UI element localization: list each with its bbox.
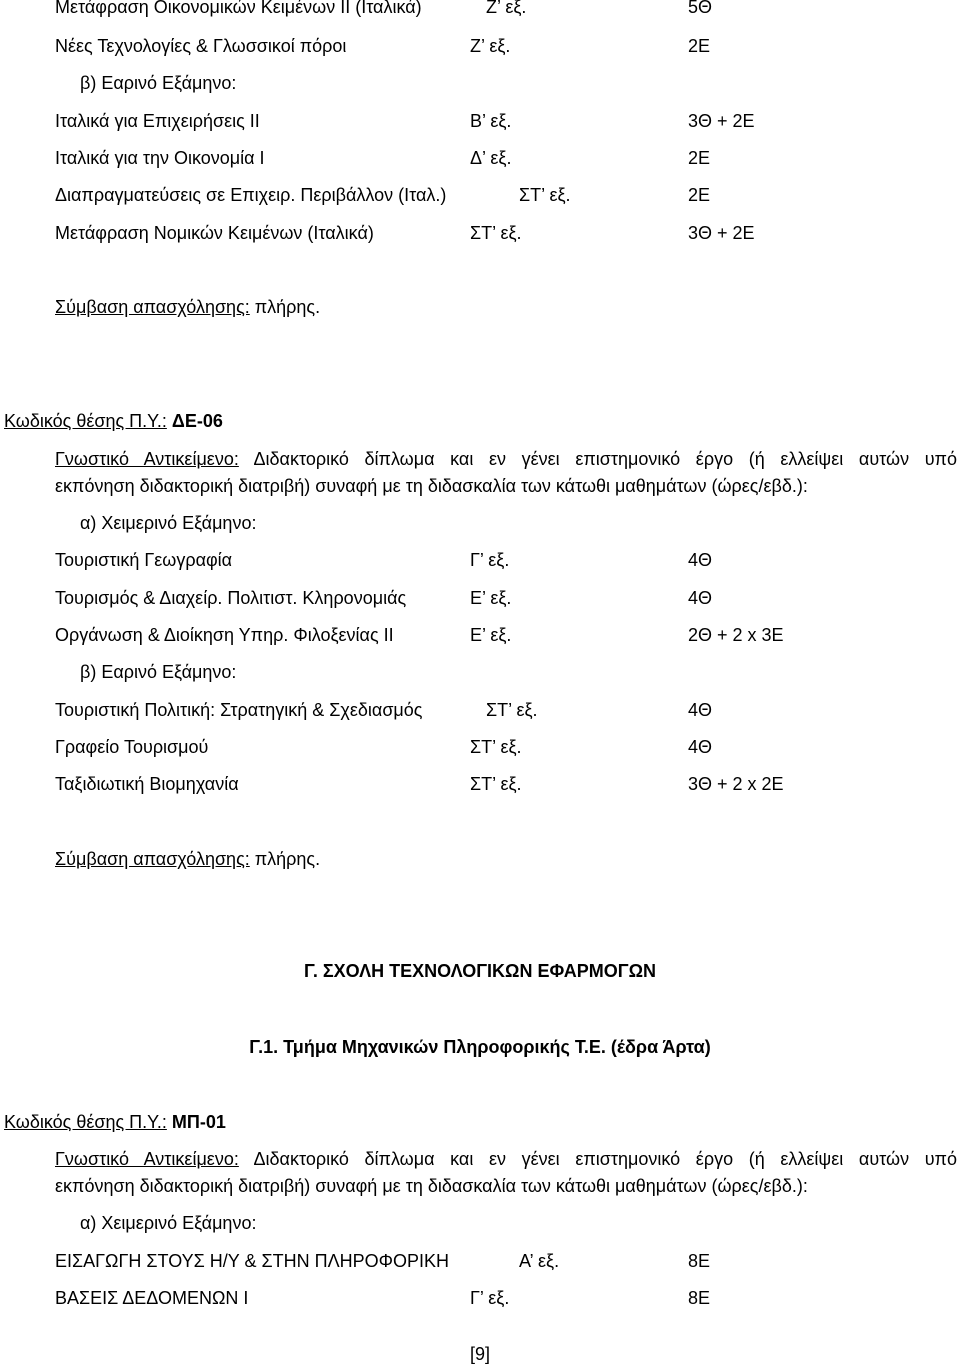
contract-value: πλήρης. <box>249 849 321 869</box>
semester-heading: α) Χειμερινό Εξάμηνο: <box>80 513 257 533</box>
course-name: Ιταλικά για την Οικονομία Ι <box>55 148 265 168</box>
course-hours: 5Θ <box>688 0 713 17</box>
course-name: ΕΙΣΑΓΩΓΗ ΣΤΟΥΣ Η/Υ & ΣΤΗΝ ΠΛΗΡΟΦΟΡΙΚΗ <box>55 1251 449 1271</box>
subject-line-2: εκπόνηση διδακτορική διατριβή) συναφή με τη διδασκαλία των κάτωθι μαθημάτων (ώρες/εβδ.): <box>55 476 808 496</box>
course-hours: 8Ε <box>688 1251 711 1271</box>
contract-label: Σύμβαση απασχόλησης: <box>55 849 250 869</box>
subject-line-2: εκπόνηση διδακτορική διατριβή) συναφή με τη διδασκαλία των κάτωθι μαθημάτων (ώρες/εβδ.): <box>55 1176 808 1196</box>
course-hours: 4Θ <box>688 550 713 570</box>
course-hours: 3Θ + 2 x 2Ε <box>688 774 784 794</box>
course-hours: 4Θ <box>688 700 713 720</box>
course-semester: Β’ εξ. <box>470 111 512 131</box>
course-hours: 2Ε <box>688 148 711 168</box>
position-code: ΔΕ-06 <box>171 411 223 431</box>
course-hours: 3Θ + 2Ε <box>688 111 755 131</box>
course-semester: Ζ’ εξ. <box>470 36 511 56</box>
course-semester: Ζ’ εξ. <box>486 0 527 17</box>
course-name: Ιταλικά για Επιχειρήσεις ΙΙ <box>55 111 260 131</box>
course-name: Τουρισμός & Διαχείρ. Πολιτιστ. Κληρονομιάς <box>55 588 407 608</box>
course-hours: 2Θ + 2 x 3Ε <box>688 625 784 645</box>
course-name: Οργάνωση & Διοίκηση Υπηρ. Φιλοξενίας ΙΙ <box>55 625 394 645</box>
course-name: ΒΑΣΕΙΣ ΔΕΔΟΜΕΝΩΝ Ι <box>55 1288 249 1308</box>
position-code-line <box>4 410 223 432</box>
course-name: Γραφείο Τουρισμού <box>55 737 209 757</box>
course-semester: Δ’ εξ. <box>470 148 512 168</box>
page-number: [9] <box>469 1344 490 1364</box>
course-name: Μετάφραση Οικονομικών Κειμένων ΙΙ (Ιταλικά) <box>55 0 422 17</box>
position-code-line <box>4 1111 226 1133</box>
position-code: ΜΠ-01 <box>171 1112 226 1132</box>
course-semester: Ε’ εξ. <box>470 625 512 645</box>
course-name: Μετάφραση Νομικών Κειμένων (Ιταλικά) <box>55 223 374 243</box>
department-heading: Γ.1. Τμήμα Μηχανικών Πληροφορικής Τ.Ε. (έδρα Άρτα) <box>249 1037 711 1057</box>
subject-label: Γνωστικό Αντικείμενο: <box>55 1149 239 1169</box>
course-semester: ΣΤ’ εξ. <box>470 774 522 794</box>
subject-text: Διδακτορικό δίπλωμα και εν γένει επιστημονικό έργο (ή ελλείψει αυτών υπό <box>253 449 957 469</box>
semester-heading: α) Χειμερινό Εξάμηνο: <box>80 1213 257 1233</box>
course-name: Ταξιδιωτική Βιομηχανία <box>55 774 239 794</box>
subject-label: Γνωστικό Αντικείμενο: <box>55 449 239 469</box>
subject-line-1 <box>55 1148 957 1170</box>
school-heading: Γ. ΣΧΟΛΗ ΤΕΧΝΟΛΟΓΙΚΩΝ ΕΦΑΡΜΟΓΩΝ <box>303 961 657 981</box>
course-semester: ΣΤ’ εξ. <box>470 737 522 757</box>
course-semester: Γ’ εξ. <box>470 1288 510 1308</box>
contract-label: Σύμβαση απασχόλησης: <box>55 297 250 317</box>
semester-heading: β) Εαρινό Εξάμηνο: <box>80 73 237 93</box>
course-semester: ΣΤ’ εξ. <box>519 185 571 205</box>
course-hours: 2Ε <box>688 185 711 205</box>
contract-value: πλήρης. <box>249 297 321 317</box>
course-hours: 2Ε <box>688 36 711 56</box>
position-code-label: Κωδικός θέσης Π.Υ.: <box>4 1112 167 1132</box>
course-hours: 4Θ <box>688 588 713 608</box>
course-name: Τουριστική Πολιτική: Στρατηγική & Σχεδιασμός <box>55 700 423 720</box>
course-semester: Α’ εξ. <box>519 1251 560 1271</box>
contract-line <box>55 848 320 870</box>
subject-line-1 <box>55 448 957 470</box>
course-name: Διαπραγματεύσεις σε Επιχειρ. Περιβάλλον (Ιταλ.) <box>55 185 447 205</box>
subject-text: Διδακτορικό δίπλωμα και εν γένει επιστημονικό έργο (ή ελλείψει αυτών υπό <box>253 1149 957 1169</box>
course-hours: 3Θ + 2Ε <box>688 223 755 243</box>
course-name: Τουριστική Γεωγραφία <box>55 550 233 570</box>
course-semester: Γ’ εξ. <box>470 550 510 570</box>
course-semester: ΣΤ’ εξ. <box>470 223 522 243</box>
semester-heading: β) Εαρινό Εξάμηνο: <box>80 662 237 682</box>
course-semester: Ε’ εξ. <box>470 588 512 608</box>
course-hours: 4Θ <box>688 737 713 757</box>
position-code-label: Κωδικός θέσης Π.Υ.: <box>4 411 167 431</box>
contract-line <box>55 296 320 318</box>
course-semester: ΣΤ’ εξ. <box>486 700 538 720</box>
course-name: Νέες Τεχνολογίες & Γλωσσικοί πόροι <box>55 36 347 56</box>
course-hours: 8Ε <box>688 1288 711 1308</box>
